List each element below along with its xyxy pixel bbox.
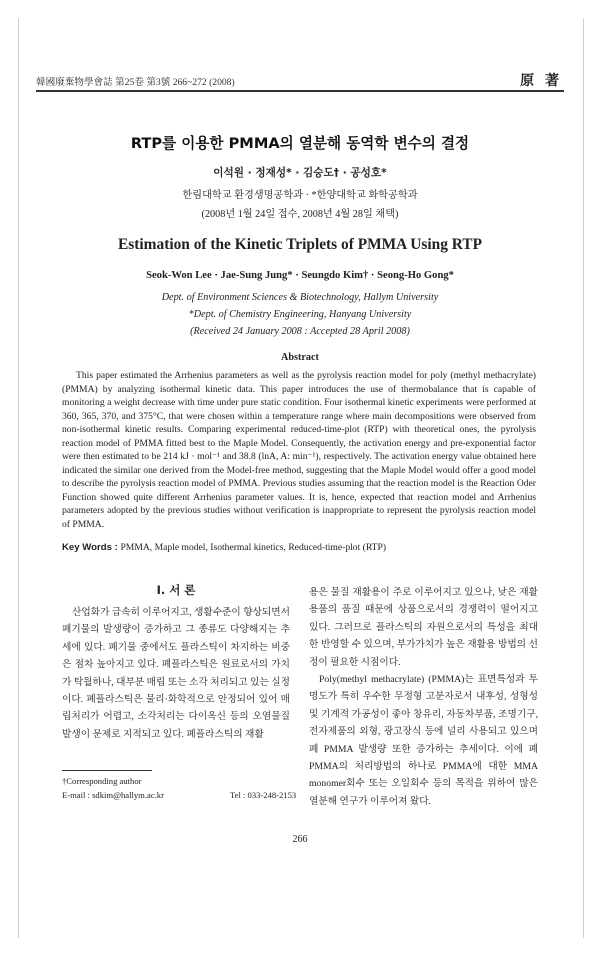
english-dates: (Received 24 January 2008 : Accepted 28 April 2008) [190, 326, 410, 337]
intro-right-paragraph-2: Poly(methyl methacrylate) (PMMA)는 표면특성과 투명도가 특히 우수한 무정형 고분자로서 내후성, 성형성 및 기계적 가공성이 좋아 창유리, 자동차부품, 조명기구, 전자제품의 외형, 광고장식 등에 널리 사용되고 있으며 폐 PMMA 발생량 또한 증가하는 추세이다. 이에 폐 PMMA의 처리방법의 하나로 PMMA에 대한 MMA monomer회수 또는 오일회수 등의 목적을 위하여 많은 열분해 연구가 이루어져 왔다. [309, 674, 538, 807]
english-affiliation-2: *Dept. of Chemistry Engineering, Hanyang University [188, 309, 412, 320]
section-type-label: 原 著 [520, 73, 562, 89]
abstract-heading: Abstract [281, 352, 319, 363]
section-title-introduction: I. 서 론 [156, 583, 196, 597]
header-rule [36, 90, 564, 92]
english-title: Estimation of the Kinetic Triplets of PMMA Using RTP [118, 236, 482, 253]
page-number: 266 [292, 834, 308, 845]
keywords-text: PMMA, Maple model, Isothermal kinetics, Reduced-time-plot (RTP) [120, 542, 387, 553]
footnote-email: E-mail : sdkim@hallym.ac.kr [62, 790, 164, 800]
english-authors: Seok-Won Lee · Jae-Sung Jung* · Seungdo Kim† · Seong-Ho Gong* [146, 270, 454, 281]
footnote-corresponding: †Corresponding author [62, 776, 142, 786]
abstract-text: This paper estimated the Arrhenius parameters as well as the pyrolysis reaction model for poly (methyl methacrylate) (PMMA) by analyzing isothermal kinetic data. This paper introduces the use of thermobalance that is capable of monitoring a weight decrease with time under pure static condition. Four isothermal kinetic experiments were performed at 360, 365, 370, and 375°C, that were chosen within a temperature range where main decompositions were observed from non-isothermal kinetic results. Comparing experimental reduced-time-plot (RTP) with theoretical ones, the pyrolysis reaction model of PMMA fitted best to the Maple Model. Consequently, the activation energy and pre-exponential factor were then estimated to be 214 kJ · mol⁻¹ and 38.8 (lnA, A: min⁻¹), respectively. The activation energy value obtained here indicated the similar one derived from the Model-free method, suggesting that the Maple Model would offer a good model to describe the pyrolysis reaction model of PMMA. Previous studies assuming that the reaction model is the Reaction Oder Function showed quite different Arrhenius parameter values. It is, hence, expected that reaction model and Arrhenius parameters adopted by the previous studies without verification is inappropriate to represent the pyrolysis reaction model of PMMA. [62, 370, 536, 530]
journal-header: 韓國廢棄物學會誌 第25卷 第3號 266~272 (2008) [36, 77, 235, 88]
footnote-tel: Tel : 033-248-2153 [230, 790, 297, 800]
korean-title: RTP를 이용한 PMMA의 열분해 동역학 변수의 결정 [130, 135, 470, 152]
intro-left-column: 산업화가 급속히 이루어지고, 생활수준이 향상되면서 폐기물의 발생량이 증가하고 그 종류도 다양해지는 추세에 있다. 폐기물 중에서도 플라스틱이 차지하는 비중은 점차 높아지고 있다. 폐플라스틱은 원료로서의 가치가 탁월하나, 대부분 매립 또는 소각 처리되고 있는 실정이다. 폐플라스틱은 물리·화학적으로 안정되어 있어 매립처리가 어렵고, 소각처리는 다이옥신 등의 오염물질 발생이 문제로 지적되고 있다. 폐플라스틱의 재활 [62, 607, 290, 740]
english-affiliation-1: Dept. of Environment Sciences & Biotechnology, Hallym University [161, 292, 439, 303]
intro-right-column [309, 584, 538, 810]
intro-right-paragraph-1: 용은 물질 재활용이 주로 이루어지고 있으나, 낮은 재활용품의 품질 때문에 상품으로서의 경쟁력이 떨어지고 있다. 그러므로 플라스틱의 자원으로서의 특성을 최대한 반영할 수 있으며, 부가가치가 높은 재활용 방법의 선정이 필요한 시점이다. [309, 587, 538, 668]
keywords [62, 542, 542, 553]
korean-affiliation: 한림대학교 환경생명공학과 · *한양대학교 화학공학과 [182, 190, 418, 201]
keywords-label: Key Words : [62, 542, 121, 553]
korean-dates: (2008년 1월 24일 접수, 2008년 4월 28일 채택) [201, 209, 399, 220]
korean-authors: 이석원 · 정재성* · 김승도† · 공성호* [213, 167, 387, 179]
footnote-rule [62, 770, 152, 771]
